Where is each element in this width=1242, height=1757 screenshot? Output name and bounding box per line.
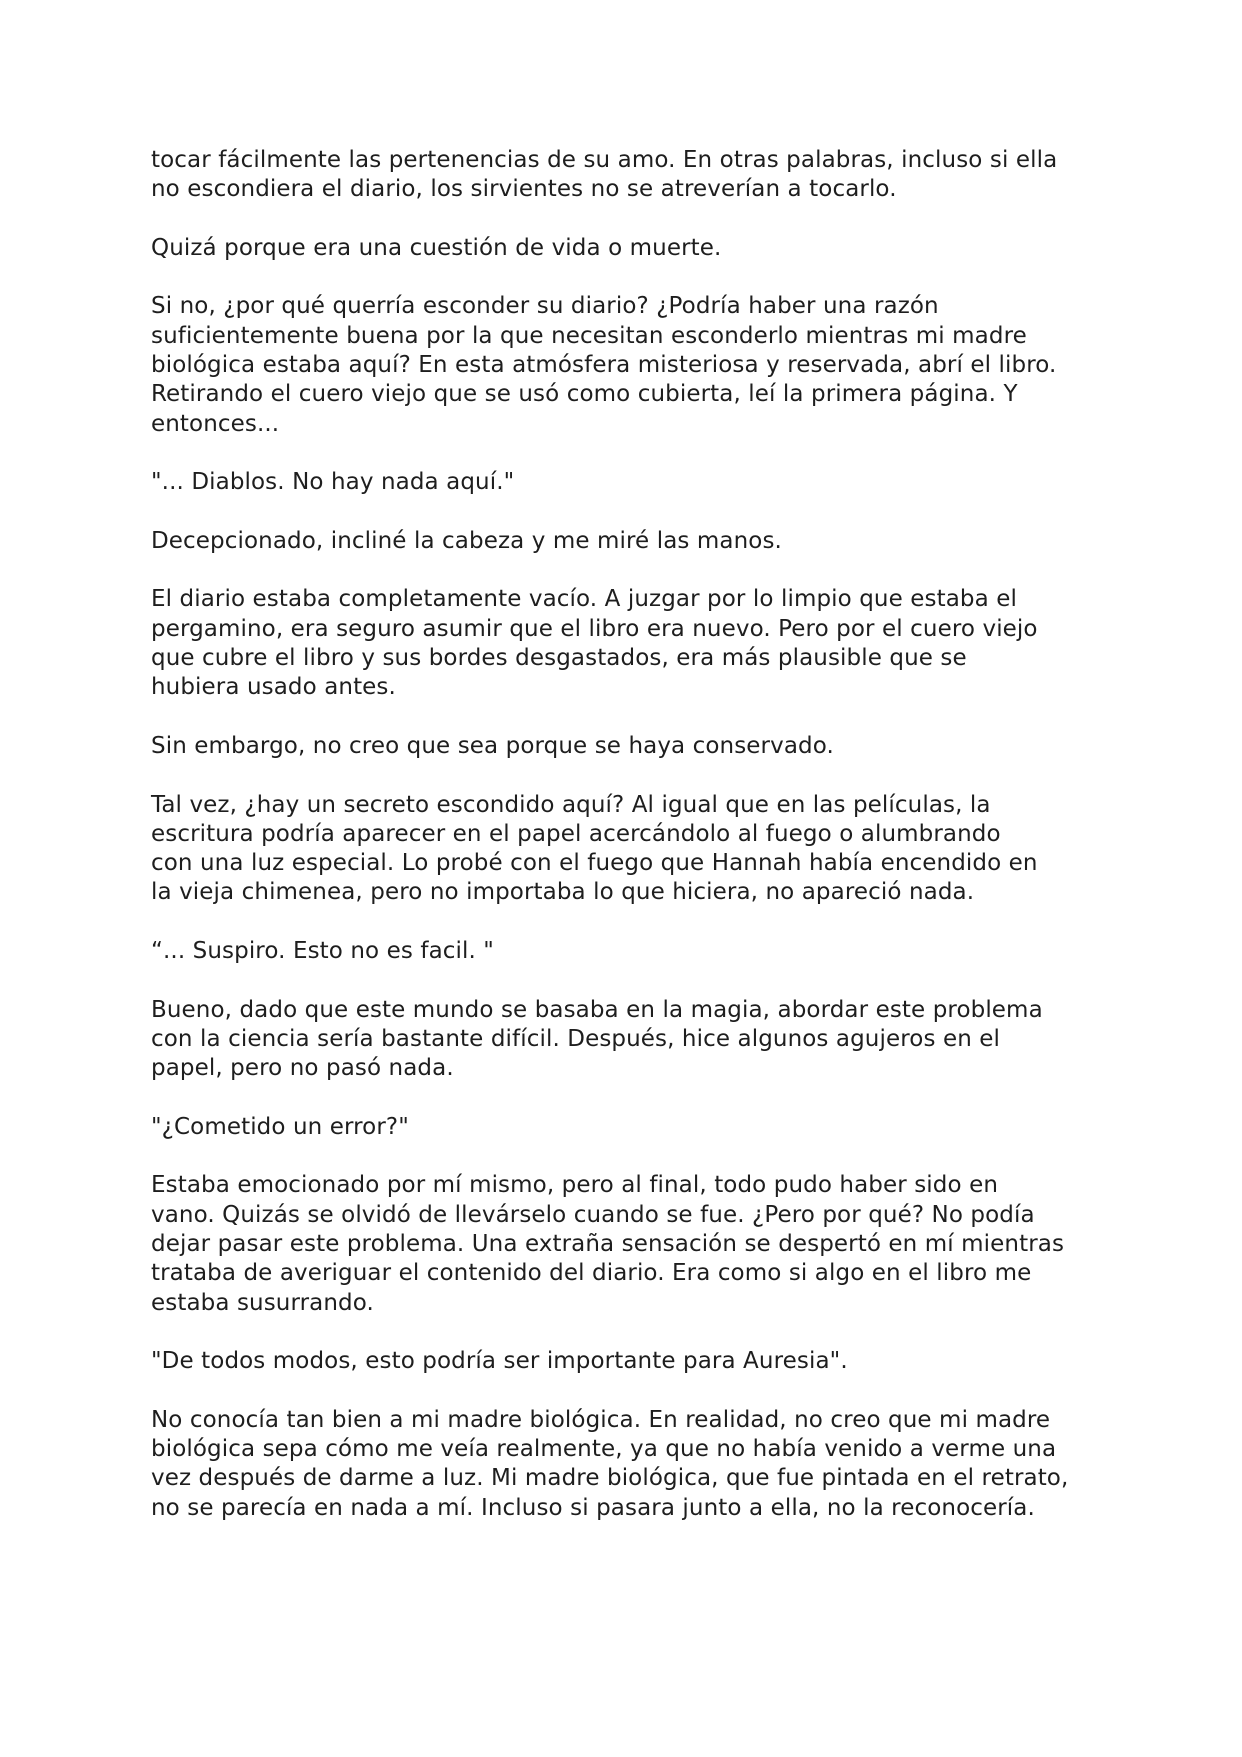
paragraph: Tal vez, ¿hay un secreto escondido aquí? Al igual que en las películas, la escritura podría aparecer en el papel acercándolo al fuego o alumbrando con una luz especial. Lo probé con el fuego que Hannah había encendido en la vieja chimenea, pero no importaba lo que hiciera, no apareció nada. — [151, 791, 1038, 906]
paragraph: El diario estaba completamente vacío. A juzgar por lo limpio que estaba el pergamino, era seguro asumir que el libro era nuevo. Pero por el cuero viejo que cubre el libro y sus bordes desgastados, era más plausible que se hubiera usado antes. — [151, 586, 1038, 701]
paragraph: tocar fácilmente las pertenencias de su amo. En otras palabras, incluso si ella no escondiera el diario, los sirvientes no se atreverían a tocarlo. — [151, 147, 1058, 203]
paragraph: Estaba emocionado por mí mismo, pero al final, todo pudo haber sido en vano. Quizás se olvidó de llevárselo cuando se fue. ¿Pero por qué? No podía dejar pasar este problema. Una extraña sensación se despertó en mí mientras trataba de averiguar el contenido del diario. Era como si algo en el libro me estaba susurrando. — [151, 1172, 1065, 1316]
paragraph: "¿Cometido un error?" — [151, 1113, 409, 1140]
paragraph: Decepcionado, incliné la cabeza y me miré las manos. — [151, 527, 782, 554]
paragraph: Bueno, dado que este mundo se basaba en la magia, abordar este problema con la ciencia sería bastante difícil. Después, hice algunos agujeros en el papel, pero no pasó nada. — [151, 996, 1043, 1082]
paragraph: Si no, ¿por qué querría esconder su diario? ¿Podría haber una razón suficientemente buena por la que necesitan esconderlo mientras mi madre biológica estaba aquí? En esta atmósfera misteriosa y reservada, abrí el libro. Retirando el cuero viejo que se usó como cubierta, leí la primera página. Y entonces... — [151, 293, 1057, 437]
paragraph: Sin embargo, no creo que sea porque se haya conservado. — [151, 732, 834, 759]
paragraph: “... Suspiro. Esto no es facil. " — [151, 938, 494, 965]
paragraph: "... Diablos. No hay nada aquí." — [151, 469, 515, 496]
paragraph: Quizá porque era una cuestión de vida o muerte. — [151, 234, 722, 261]
paragraph: "De todos modos, esto podría ser importante para Auresia". — [151, 1348, 848, 1375]
document-body — [151, 146, 1096, 1552]
paragraph: No conocía tan bien a mi madre biológica. En realidad, no creo que mi madre biológica sepa cómo me veía realmente, ya que no había venido a verme una vez después de darme a luz. Mi madre biológica, que fue pintada en el retrato, no se parecía en nada a mí. Incluso si pasara junto a ella, no la reconocería. — [151, 1406, 1069, 1521]
